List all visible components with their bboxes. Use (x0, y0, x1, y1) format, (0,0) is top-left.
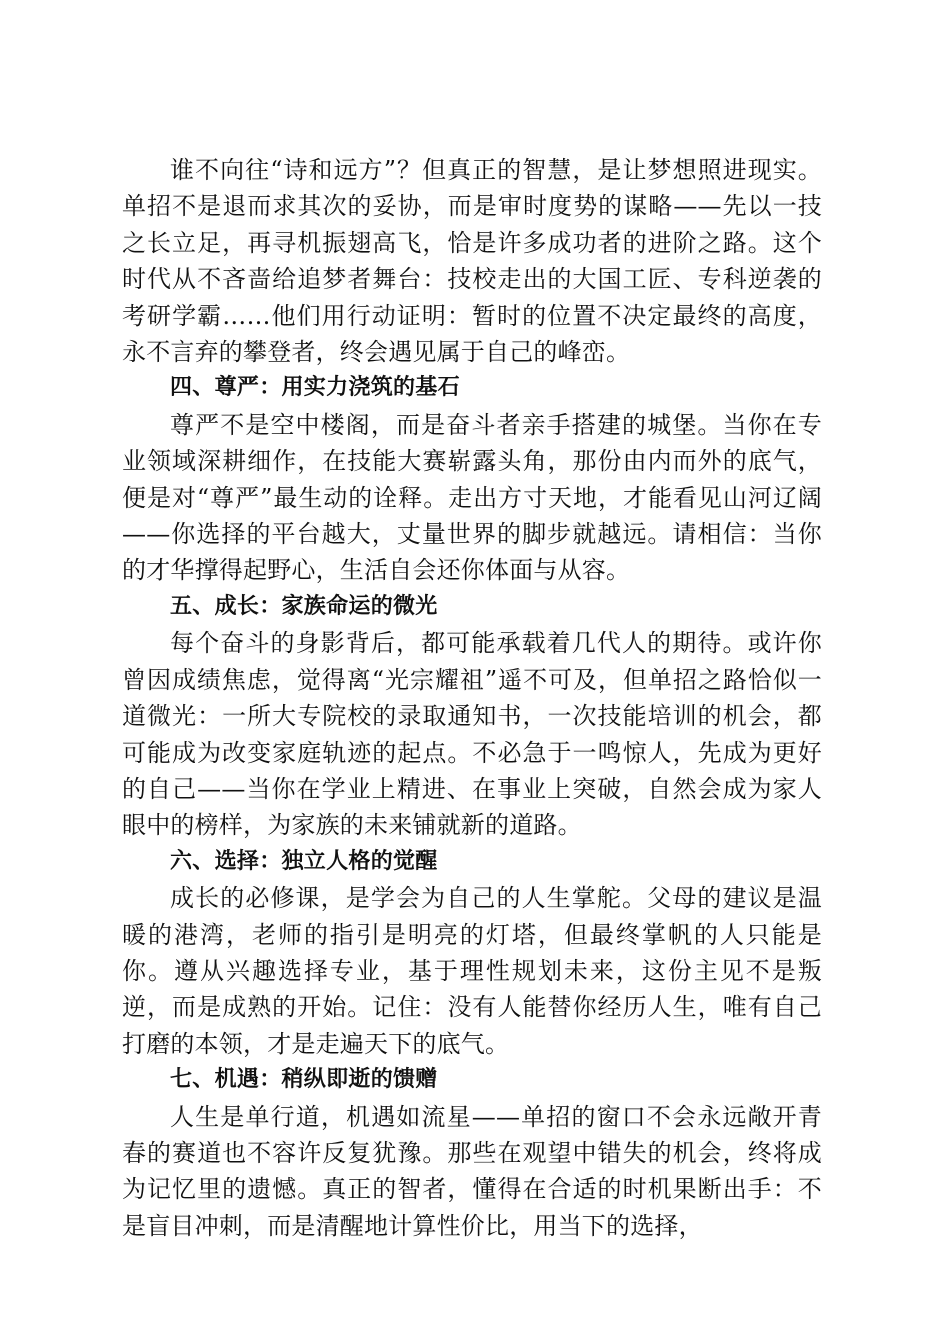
paragraph-section-6: 成长的必修课，是学会为自己的人生掌舵。父母的建议是温暖的港湾，老师的指引是明亮的灯塔，但最终掌帆的人只能是你。遵从兴趣选择专业，基于理性规划未来，这份主见不是叛逆，而是成熟的开始。记住：没有人能替你经历人生，唯有自己打磨的本领，才是走遍天下的底气。 (122, 884, 822, 1058)
heading-section-7: 七、机遇：稍纵即逝的馈赠 (170, 1067, 438, 1093)
paragraph-section-5: 每个奋斗的身影背后，都可能承载着几代人的期待。或许你曾因成绩焦虑，觉得离“光宗耀祖”遥不可及，但单招之路恰似一道微光：一所大专院校的录取通知书，一次技能培训的机会，都可能成为改变家庭轨迹的起点。不必急于一鸣惊人，先成为更好的自己——当你在学业上精进、在事业上突破，自然会成为家人眼中的榜样，为家族的未来铺就新的道路。 (122, 629, 822, 840)
document-page (122, 152, 822, 1244)
heading-section-5: 五、成长：家族命运的微光 (170, 593, 438, 619)
paragraph-section-7: 人生是单行道，机遇如流星——单招的窗口不会永远敞开青春的赛道也不容许反复犹豫。那些在观望中错失的机会，终将成为记忆里的遗憾。真正的智者，懂得在合适的时机果断出手：不是盲目冲刺，而是清醒地计算性价比，用当下的选择， (122, 1102, 822, 1240)
paragraph-section-4: 尊严不是空中楼阁，而是奋斗者亲手搭建的城堡。当你在专业领域深耕细作，在技能大赛崭露头角，那份由内而外的底气，便是对“尊严”最生动的诠释。走出方寸天地，才能看见山河辽阔——你选择的平台越大，丈量世界的脚步就越远。请相信：当你的才华撑得起野心，生活自会还你体面与从容。 (122, 410, 822, 585)
paragraph-section-3-tail: 谁不向往“诗和远方”？但真正的智慧，是让梦想照进现实。单招不是退而求其次的妥协，而是审时度势的谋略——先以一技之长立足，再寻机振翅高飞，恰是许多成功者的进阶之路。这个时代从不吝啬给追梦者舞台：技校走出的大国工匠、专科逆袭的考研学霸……他们用行动证明：暂时的位置不决定最终的高度，永不言弃的攀登者，终会遇见属于自己的峰峦。 (122, 156, 822, 367)
heading-section-4: 四、尊严：用实力浇筑的基石 (170, 375, 460, 401)
heading-section-6: 六、选择：独立人格的觉醒 (170, 848, 438, 874)
